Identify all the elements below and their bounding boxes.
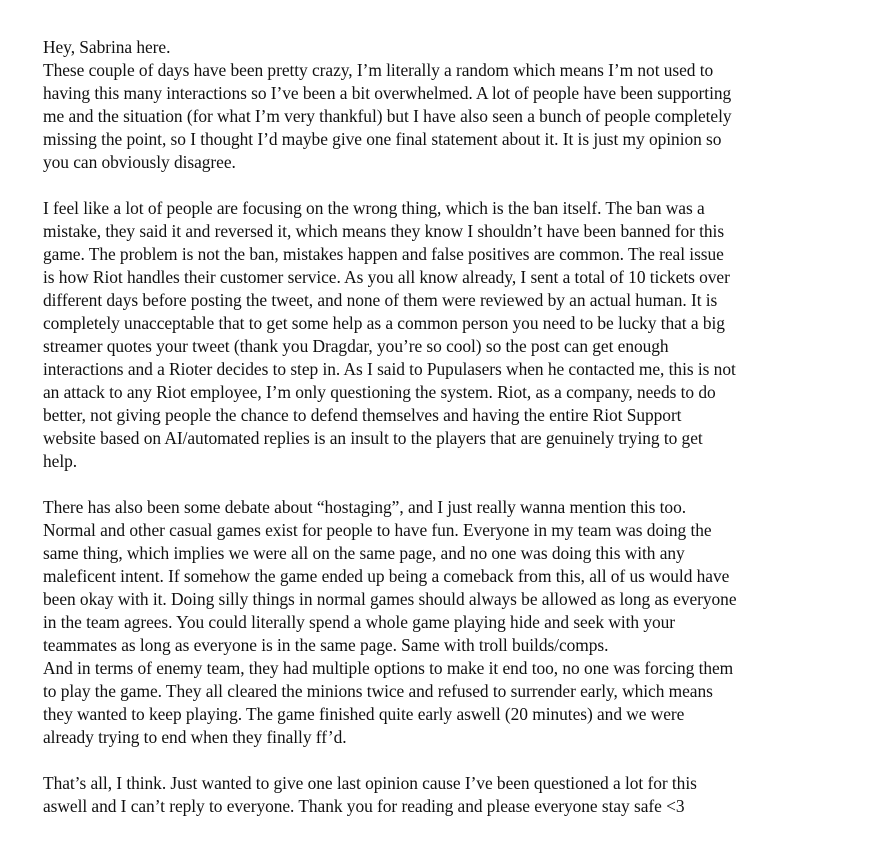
paragraph-closing bbox=[43, 772, 855, 818]
text-line: you can obviously disagree. bbox=[43, 152, 236, 172]
text-line: I feel like a lot of people are focusing on the wrong thing, which is the ban itself. The ban was a bbox=[43, 198, 705, 218]
text-line: already trying to end when they finally ff’d. bbox=[43, 727, 347, 747]
text-line: There has also been some debate about “hostaging”, and I just really wanna mention this too. bbox=[43, 497, 687, 517]
text-line: teammates as long as everyone is in the same page. Same with troll builds/comps. bbox=[43, 635, 609, 655]
text-line: website based on AI/automated replies is an insult to the players that are genuinely trying to get bbox=[43, 428, 703, 448]
text-line: completely unacceptable that to get some help as a common person you need to be lucky that a big bbox=[43, 313, 725, 333]
text-line: That’s all, I think. Just wanted to give one last opinion cause I’ve been questioned a lot for this bbox=[43, 773, 697, 793]
text-line: maleficent intent. If somehow the game ended up being a comeback from this, all of us would have bbox=[43, 566, 730, 586]
text-line: in the team agrees. You could literally spend a whole game playing hide and seek with your bbox=[43, 612, 676, 632]
text-line: an attack to any Riot employee, I’m only questioning the system. Riot, as a company, needs to do bbox=[43, 382, 716, 402]
text-line: missing the point, so I thought I’d maybe give one final statement about it. It is just my opinion so bbox=[43, 129, 722, 149]
text-line: These couple of days have been pretty crazy, I’m literally a random which means I’m not used to bbox=[43, 60, 714, 80]
text-line: different days before posting the tweet, and none of them were reviewed by an actual human. It is bbox=[43, 290, 718, 310]
text-line: aswell and I can’t reply to everyone. Thank you for reading and please everyone stay safe <3 bbox=[43, 796, 685, 816]
text-line: interactions and a Rioter decides to step in. As I said to Pupulasers when he contacted me, this is not bbox=[43, 359, 736, 379]
text-line: help. bbox=[43, 451, 78, 471]
text-line: Hey, Sabrina here. bbox=[43, 37, 171, 57]
document-body bbox=[43, 36, 855, 818]
text-line: better, not giving people the chance to defend themselves and having the entire Riot Support bbox=[43, 405, 682, 425]
text-line: same thing, which implies we were all on the same page, and no one was doing this with any bbox=[43, 543, 685, 563]
text-line: And in terms of enemy team, they had multiple options to make it end too, no one was forcing them bbox=[43, 658, 734, 678]
text-line: mistake, they said it and reversed it, which means they know I shouldn’t have been banned for this bbox=[43, 221, 725, 241]
text-line: to play the game. They all cleared the minions twice and refused to surrender early, which means bbox=[43, 681, 713, 701]
text-line: having this many interactions so I’ve been a bit overwhelmed. A lot of people have been supporting bbox=[43, 83, 732, 103]
paragraph-ban bbox=[43, 197, 855, 473]
paragraph-intro bbox=[43, 36, 855, 174]
text-line: they wanted to keep playing. The game finished quite early aswell (20 minutes) and we were bbox=[43, 704, 685, 724]
text-line: me and the situation (for what I’m very thankful) but I have also seen a bunch of people completely bbox=[43, 106, 732, 126]
text-line: been okay with it. Doing silly things in normal games should always be allowed as long as everyone bbox=[43, 589, 737, 609]
text-line: streamer quotes your tweet (thank you Dragdar, you’re so cool) so the post can get enough bbox=[43, 336, 669, 356]
text-line: game. The problem is not the ban, mistakes happen and false positives are common. The real issue bbox=[43, 244, 724, 264]
paragraph-hostaging bbox=[43, 496, 855, 749]
text-line: Normal and other casual games exist for people to have fun. Everyone in my team was doing the bbox=[43, 520, 712, 540]
text-line: is how Riot handles their customer service. As you all know already, I sent a total of 10 tickets over bbox=[43, 267, 730, 287]
